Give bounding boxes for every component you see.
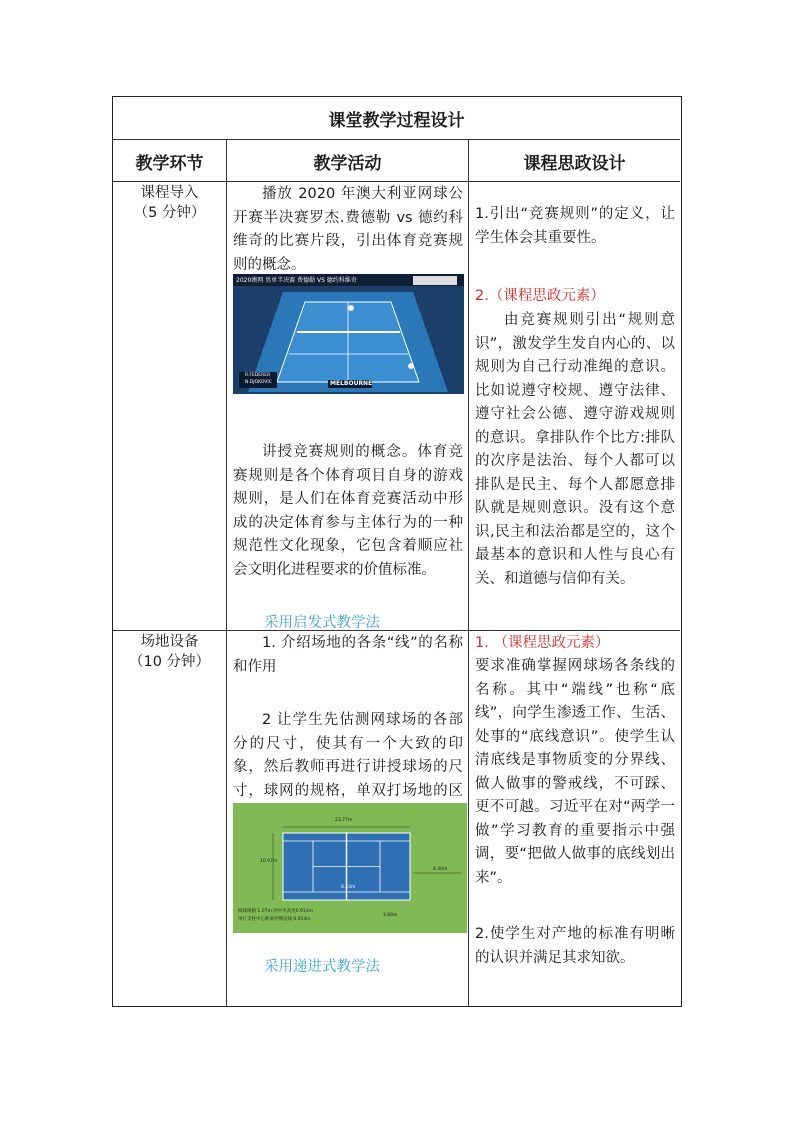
- activity-text: 讲授竞赛规则的概念。体育竞赛规则是各个体育项目自身的游戏规则，是人们在体育竞赛活动中形成的决定体育参与主体行为的一种规范性文化现象，它包含着顺应社会文明化进程要求的价值标准。: [233, 444, 463, 578]
- court-width-label: 10.97m: [260, 859, 278, 864]
- teaching-method: 采用启发式教学法: [264, 615, 380, 631]
- video-caption: 2020澳网 男单半决赛 费德勒 VS 德约科维奇: [236, 277, 357, 284]
- runoff-label: 6.40m: [433, 867, 448, 872]
- table-title: 课堂教学过程设计: [328, 111, 465, 131]
- header-stage: 教学环节: [135, 153, 204, 174]
- design-text: 1.引出“竞赛规则”的定义，让学生体会其重要性。: [475, 206, 675, 246]
- design-text: 2.使学生对产地的标准有明晰的认识并满足其求知欲。: [475, 926, 675, 966]
- post-distance-note: 单打支柱中心距离外侧边线 0.914m: [238, 917, 311, 922]
- single-width-label: 8.23m: [341, 885, 356, 890]
- design-text: 由竞赛规则引出“规则意识”，激发学生发自内心的、以规则为自己行动准绳的意识。比如说遵守校规、遵守法律、遵守社会公德、遵守游戏规则的意识。拿排队作个比方:排队的次序是法治、每个人都可以排队是民主、每个人都愿意排队就是规则意识。没有这个意识,民主和法治都是空的，这个最基本的意识和人性与良心有关、和道德与信仰有关。: [475, 312, 675, 587]
- stage-name: 场地设备: [140, 634, 199, 650]
- header-design: 课程思政设计: [523, 153, 626, 174]
- header-activity: 教学活动: [313, 153, 382, 174]
- activity-text: 2 让学生先估测网球场的各部分的尺寸，使其有一个大致的印象，然后教师再进行讲授球场的尺寸，球网的规格，单双打场地的区: [233, 712, 463, 799]
- court-diagram: [233, 803, 467, 933]
- stage-cell: [113, 183, 226, 223]
- divider: [226, 139, 227, 1006]
- stage-name: 课程导入: [140, 185, 199, 201]
- divider: [468, 139, 469, 1006]
- venue-banner: MELBOURNE: [330, 380, 373, 387]
- back-runoff-label: 3.66m: [383, 913, 398, 918]
- stage-duration: （10 分钟）: [128, 654, 211, 670]
- score-player-1: R.FEDERER: [245, 373, 271, 378]
- divider: [113, 630, 680, 631]
- court-length-label: 23.77m: [335, 818, 353, 823]
- stage-cell: [113, 632, 226, 672]
- activity-text: 播放 2020 年澳大利亚网球公开赛半决赛罗杰.费德勒 vs 德约科维奇的比赛片段，引出体育竞赛规则的概念。: [233, 186, 463, 273]
- score-player-2: N.DJOKOVIC: [245, 380, 272, 385]
- design-element-title: 2.（课程思政元素）: [475, 288, 605, 304]
- teaching-method: 采用递进式教学法: [264, 959, 380, 975]
- design-text: 要求准确掌握网球场各条线的名称。其中“端线”也称“底线”，向学生渗透工作、生活、处事的“底线意识”。使学生认清底线是事物质变的分界线、做人做事的警戒线，不可踩、更不可越。习近平在对“两学一做”学习教育的重要指示中强调，要“把做人做事的底线划出来”。: [475, 658, 675, 886]
- design-element-title: 1. （课程思政元素）: [475, 635, 610, 651]
- match-video-frame[interactable]: [233, 274, 464, 394]
- activity-text: 1. 介绍场地的各条“线”的名称和作用: [233, 635, 463, 675]
- lesson-table: [112, 96, 682, 1007]
- net-height-note: 网球规格 1.07m 网中央高度0.914m: [238, 909, 314, 914]
- divider: [113, 181, 680, 182]
- stage-duration: （5 分钟）: [133, 205, 206, 221]
